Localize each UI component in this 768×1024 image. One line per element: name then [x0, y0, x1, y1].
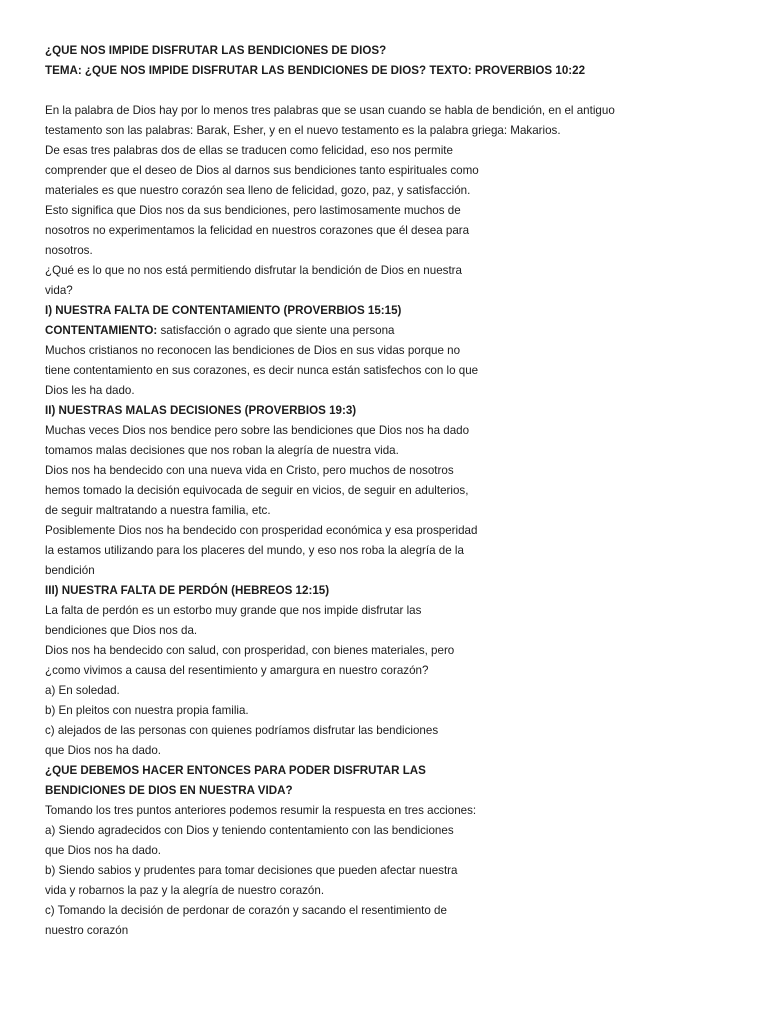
heading-line: TEMA: ¿QUE NOS IMPIDE DISFRUTAR LAS BENDICIONES DE DIOS? TEXTO: PROVERBIOS 10:22 [45, 64, 586, 77]
text-line: tomamos malas decisiones que nos roban la alegría de nuestra vida. [45, 444, 399, 457]
text-line: materiales es que nuestro corazón sea lleno de felicidad, gozo, paz, y satisfacción. [45, 184, 471, 197]
text-line: b) Siendo sabios y prudentes para tomar decisiones que pueden afectar nuestra [45, 864, 458, 877]
text-line: la estamos utilizando para los placeres del mundo, y eso nos roba la alegría de la [45, 544, 464, 557]
text-line: nosotros. [45, 244, 93, 257]
text-line: Posiblemente Dios nos ha bendecido con prosperidad económica y esa prosperidad [45, 524, 478, 537]
blank-line [45, 81, 745, 101]
text-line: Dios nos ha bendecido con salud, con prosperidad, con bienes materiales, pero [45, 644, 455, 657]
text-line: c) alejados de las personas con quienes podríamos disfrutar las bendiciones [45, 724, 439, 737]
text-line: vida y robarnos la paz y la alegría de nuestro corazón. [45, 884, 325, 897]
text-line: ¿como vivimos a causa del resentimiento y amargura en nuestro corazón? [45, 664, 429, 677]
text-line: Dios nos ha bendecido con una nueva vida en Cristo, pero muchos de nosotros [45, 464, 454, 477]
text-line: Esto significa que Dios nos da sus bendiciones, pero lastimosamente muchos de [45, 204, 461, 217]
text-line: Muchas veces Dios nos bendice pero sobre las bendiciones que Dios nos ha dado [45, 424, 470, 437]
text-line: testamento son las palabras: Barak, Esher, y en el nuevo testamento es la palabra griega: Makarios. [45, 124, 561, 137]
text-line [45, 321, 745, 341]
text-line: bendiciones que Dios nos da. [45, 624, 198, 637]
text-line: c) Tomando la decisión de perdonar de corazón y sacando el resentimiento de [45, 904, 447, 917]
document-body [45, 0, 745, 941]
heading-line: ¿QUE NOS IMPIDE DISFRUTAR LAS BENDICIONES DE DIOS? [45, 44, 387, 57]
text-line: que Dios nos ha dado. [45, 744, 162, 757]
heading-line: II) NUESTRAS MALAS DECISIONES (PROVERBIOS 19:3) [45, 404, 357, 417]
text-line: La falta de perdón es un estorbo muy grande que nos impide disfrutar las [45, 604, 422, 617]
heading-line: ¿QUE DEBEMOS HACER ENTONCES PARA PODER DISFRUTAR LAS [45, 764, 426, 777]
text-line: bendición [45, 564, 95, 577]
text-line: comprender que el deseo de Dios al darnos sus bendiciones tanto espirituales como [45, 164, 479, 177]
text-line: de seguir maltratando a nuestra familia, etc. [45, 504, 271, 517]
text-line: nuestro corazón [45, 924, 129, 937]
text-line: Dios les ha dado. [45, 384, 135, 397]
term-label: CONTENTAMIENTO: [45, 324, 158, 337]
text-line: Muchos cristianos no reconocen las bendiciones de Dios en sus vidas porque no [45, 344, 461, 357]
text-line: a) En soledad. [45, 684, 120, 697]
text-line: En la palabra de Dios hay por lo menos tres palabras que se usan cuando se habla de bendición, en el antiguo [45, 104, 615, 117]
text-line: ¿Qué es lo que no nos está permitiendo disfrutar la bendición de Dios en nuestra [45, 264, 462, 277]
text-line: vida? [45, 284, 73, 297]
text-line: b) En pleitos con nuestra propia familia. [45, 704, 249, 717]
term-definition: satisfacción o agrado que siente una persona [157, 324, 395, 337]
heading-line: III) NUESTRA FALTA DE PERDÓN (HEBREOS 12:15) [45, 584, 330, 597]
text-line: a) Siendo agradecidos con Dios y teniendo contentamiento con las bendiciones [45, 824, 454, 837]
text-line: De esas tres palabras dos de ellas se traducen como felicidad, eso nos permite [45, 144, 453, 157]
heading-line: BENDICIONES DE DIOS EN NUESTRA VIDA? [45, 784, 293, 797]
text-line: nosotros no experimentamos la felicidad en nuestros corazones que él desea para [45, 224, 470, 237]
heading-line: I) NUESTRA FALTA DE CONTENTAMIENTO (PROVERBIOS 15:15) [45, 304, 402, 317]
text-line: que Dios nos ha dado. [45, 844, 162, 857]
text-line: tiene contentamiento en sus corazones, es decir nunca están satisfechos con lo que [45, 364, 479, 377]
text-line: Tomando los tres puntos anteriores podemos resumir la respuesta en tres acciones: [45, 804, 477, 817]
text-line: hemos tomado la decisión equivocada de seguir en vicios, de seguir en adulterios, [45, 484, 469, 497]
